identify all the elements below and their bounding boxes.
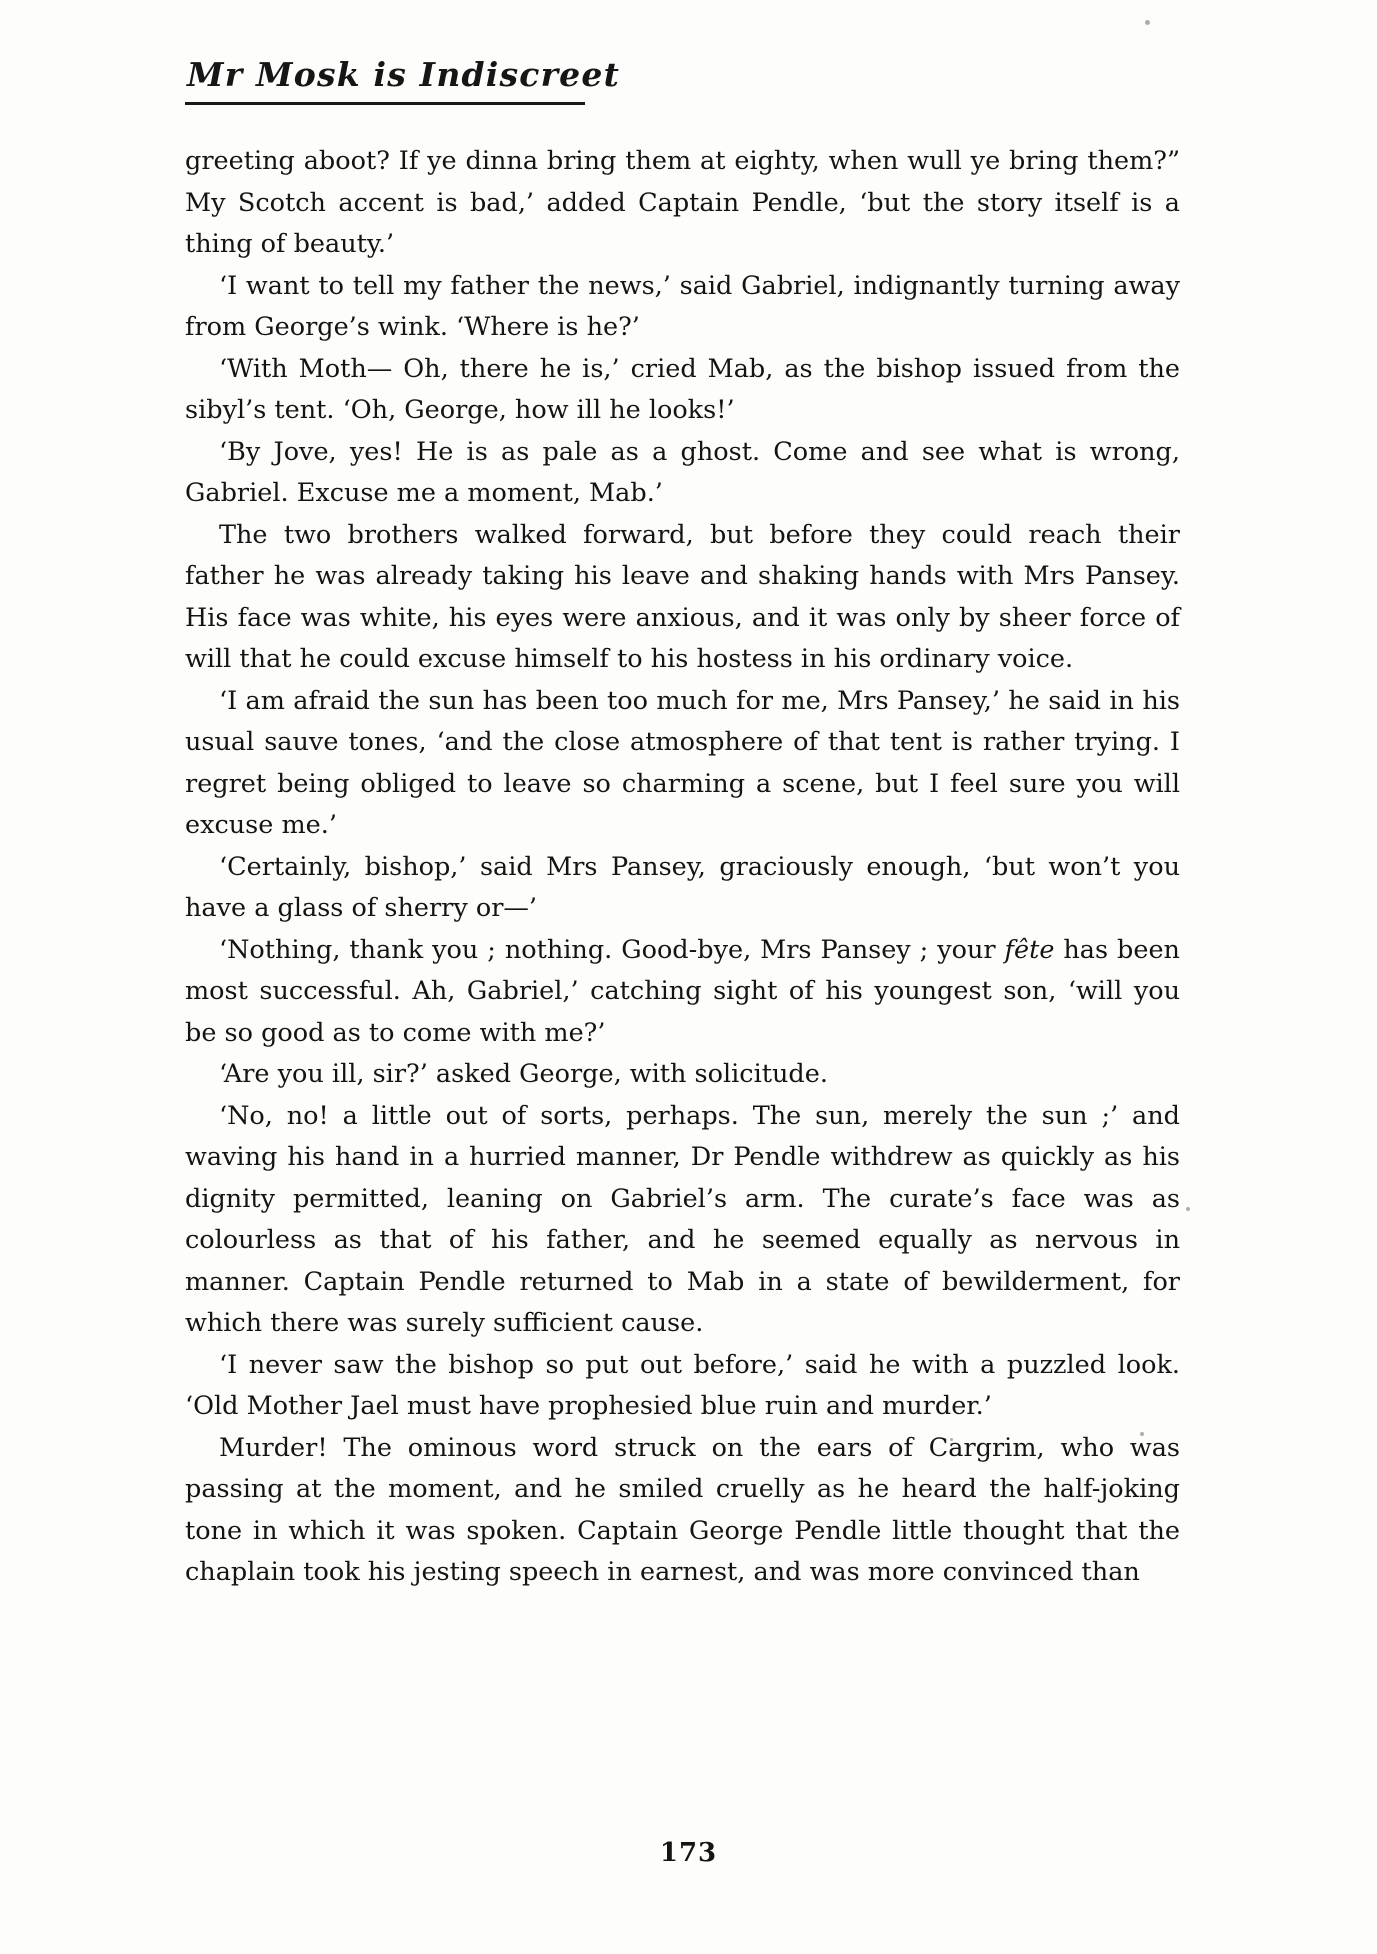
paragraph: ‘With Moth— Oh, there he is,’ cried Mab, as the bishop issued from the sibyl’s tent. ‘Oh, George, how ill he looks!’ xyxy=(185,353,1180,425)
paragraph: ‘Are you ill, sir?’ asked George, with solicitude. xyxy=(219,1059,828,1089)
page-speckle xyxy=(1145,20,1150,25)
paragraph: ‘No, no! a little out of sorts, perhaps. The sun, merely the sun ;’ and waving his hand in a hurried manner, Dr Pendle withdrew as quickly as his dignity permitted, leaning on Gabriel’s arm. The curate’s face was as colourless as that of his father, and he seemed equally as nervous in manner. Captain Pendle returned to Mab in a state of bewilderment, for which there was surely sufficient cause. xyxy=(185,1100,1180,1338)
paragraph: ‘I want to tell my father the news,’ said Gabriel, indignantly turning away from George’s wink. ‘Where is he?’ xyxy=(185,270,1180,342)
page-content xyxy=(185,55,1185,1594)
paragraph: The two brothers walked forward, but before they could reach their father he was already taking his leave and shaking hands with Mrs Pansey. His face was white, his eyes were anxious, and it was only by sheer force of will that he could excuse himself to his hostess in his ordinary voice. xyxy=(185,519,1180,674)
paragraph: Murder! The ominous word struck on the ears of Cargrim, who was passing at the moment, and he smiled cruelly as he heard the half-joking tone in which it was spoken. Captain George Pendle little thought that the chaplain took his jesting speech in earnest, and was more convinced than xyxy=(185,1432,1180,1587)
body-text xyxy=(185,141,1180,1594)
paragraph: ‘Certainly, bishop,’ said Mrs Pansey, graciously enough, ‘but won’t you have a glass of sherry or—’ xyxy=(185,851,1180,923)
paragraph: ‘I never saw the bishop so put out before,’ said he with a puzzled look. ‘Old Mother Jael must have prophesied blue ruin and murder.’ xyxy=(185,1349,1180,1421)
page-speckle xyxy=(1186,1207,1190,1211)
paragraph-with-italic: ‘Nothing, thank you ; nothing. Good-bye, Mrs Pansey ; your fête has been most successful. Ah, Gabriel,’ catching sight of his youngest son, ‘will you be so good as to come with me?’ xyxy=(185,934,1180,1048)
running-head: Mr Mosk is Indiscreet xyxy=(187,55,621,94)
paragraph: ‘By Jove, yes! He is as pale as a ghost. Come and see what is wrong, Gabriel. Excuse me a moment, Mab.’ xyxy=(185,436,1180,508)
italic-word: fête xyxy=(1004,934,1055,965)
paragraph: ‘I am afraid the sun has been too much for me, Mrs Pansey,’ he said in his usual sauve tones, ‘and the close atmosphere of that tent is rather trying. I regret being obliged to leave so charming a scene, but I feel sure you will excuse me.’ xyxy=(185,685,1180,840)
page-number: 173 xyxy=(659,1838,718,1868)
paragraph: greeting aboot? If ye dinna bring them at eighty, when wull ye bring them?” My Scotch accent is bad,’ added Captain Pendle, ‘but the story itself is a thing of beauty.’ xyxy=(185,146,1180,259)
header-rule xyxy=(185,102,585,105)
